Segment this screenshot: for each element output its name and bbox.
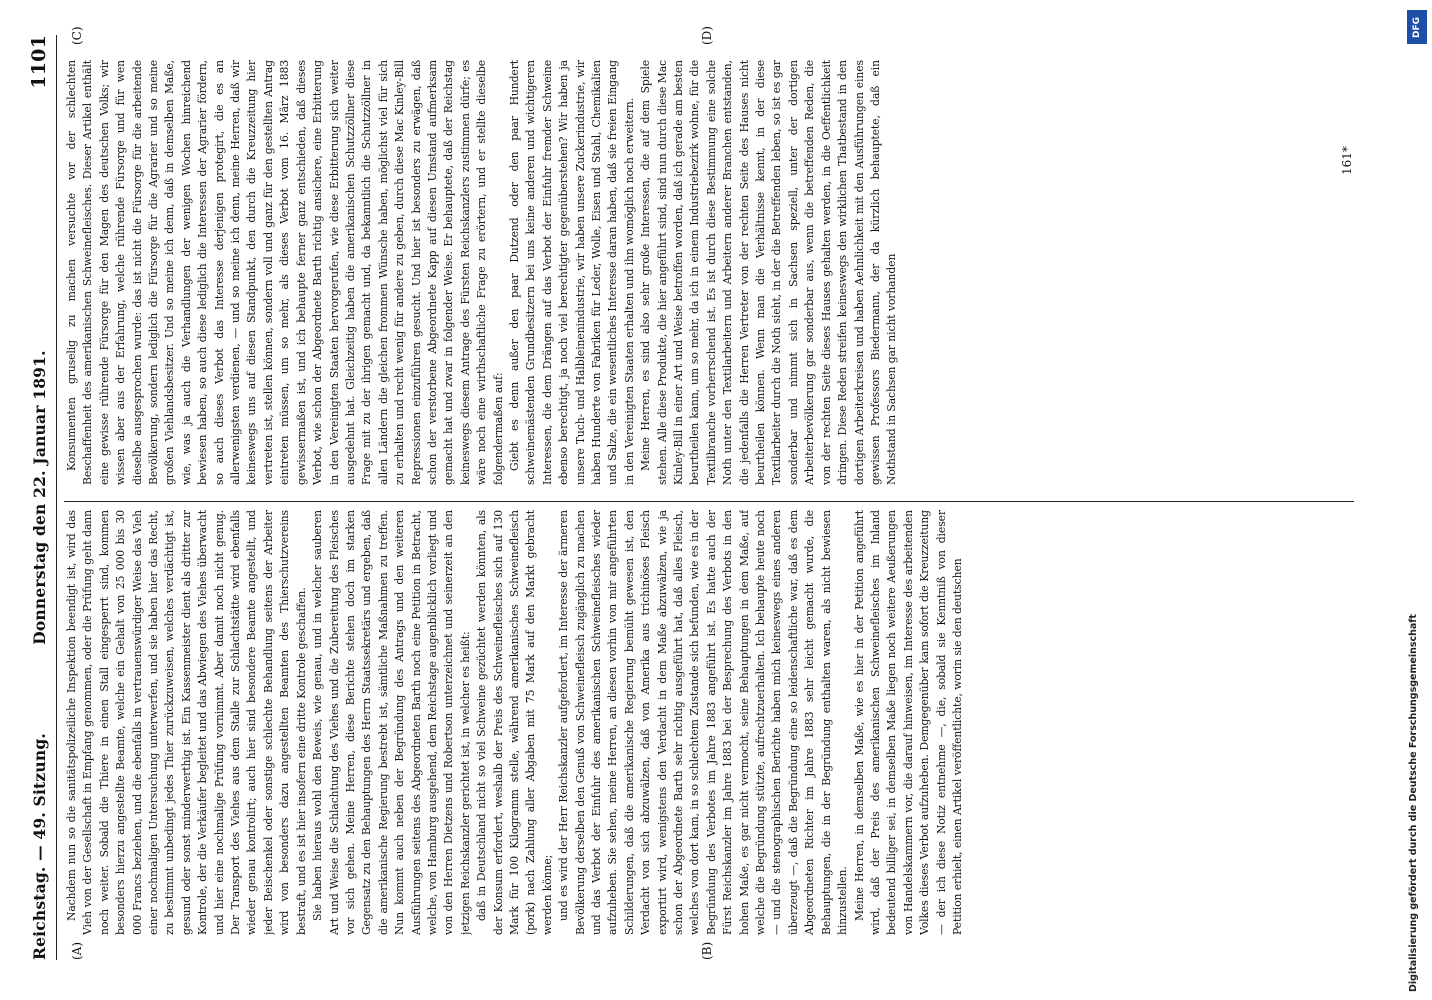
paragraph: Nachdem nun so die sanitätspolizeiliche Inspektion beendigt ist, wird das Vieh von der Gesellschaft in Empfang genommen, oder die Prüfung geht dann noch weiter. Sobald die Thiere in einen Stall eingesperrt sind, kommen besonders hierzu angestellte Beamte, welche ein Gehalt von 25 000 bis 30 000 Francs beziehen, und die ebenfalls in vertrauenswürdiger Weise das Vieh einer nochmaligen Untersuchung unterwerfen, und sie haben hier das Recht, zu bestimmt unbedingt jedes Thier zurückzuweisen, welches verdächtigt ist, gesund oder sonst minderwerthig ist. Ein Kassenmeister dient als dritter zur Kontrole, der die Verkäufer begleitet und das Abwiegen des Viehes überwacht und hier eine nochmalige Prüfung vornimmt. Aber damit noch nicht genug. Der Transport des Viehes aus dem Stalle zur Schlachtstätte wird ebenfalls wieder genau kontrolirt; auch hier sind besondere Beamte angestellt, und jeder Beischenkel oder sonstige schlechte Behandlung seitens der Arbeiter wird von besonders dazu angestellten Beamten des Thierschutzvereins bestraft, und es ist hier insofern eine dritte Kontrole geschaffen. [65, 510, 308, 935]
margin-marker-a: (A) [70, 941, 84, 960]
header-date: Donnerstag den 22. Januar 1891. [30, 350, 49, 645]
paragraph: Sie haben hieraus wohl den Beweis, wie genau, und in welcher sauberen Art und Weise die Schlachtung des Viehes und die Zubereitung des Fleisches vor sich gehen. Meine Herren, diese Berichte stehen doch im starken Gegensatz zu den Behauptungen des Herrn Staatssekretärs und ergeben, daß die amerikanische Regierung bestrebt ist, sämtliche Maßnahmen zu treffen. Nun kommt auch neben der Begründung des Antrags und den weiteren Ausführungen seitens des Abgeordneten Barth noch eine Petition in Betracht, welche, von Hamburg ausgehend, dem Reichstage augenblicklich vorliegt und von den Herren Dietzens und Robertson unterzeichnet und seinerzeit an den jetzigen Reichskanzler gerichtet ist, in welcher es heißt: [311, 510, 472, 935]
dfg-logo: DFG [1407, 10, 1427, 44]
header-session: Reichstag. — 49. Sitzung. [30, 733, 49, 960]
page-header [28, 35, 52, 960]
paragraph: Meine Herren, es sind also sehr große Interessen, die auf dem Spiele stehen. Alle diese Produkte, die hier angeführt sind, sind nun durch diese Mac Kinley-Bill in einer Art und Weise betroffen worden, daß ich gerade am besten beurtheilen kann, um so mehr, da ich in einem Industriebezirk wohne, für die Textilbranche vorherrschend ist. Es ist durch diese Bestimmung eine solche Noth unter den Textilarbeitern und Arbeitern anderer Branchen entstanden, die jedenfalls die Herren Vertreter von der rechten Seite des Hauses nicht beurtheilen können. Wenn man die Verhältnisse kennt, in der diese Textilarbeiter durch die Noth sieht, in der die Betreffenden leben, so ist es gar sonderbar und nimmt sich in Sachsen speziell, unter der dortigen Arbeiterbevölkerung gar sonderbar aus, wenn die betreffenden Reden, die von der rechten Seite dieses Hauses gehalten werden, in die Oeffentlichkeit dringen. Diese Reden streifen keineswegs den wirklichen Thatbestand in den dortigen Arbeiterkreisen und haben Aehnlichkeit mit den Ausführungen eines gewissen Professors Biedermann, der da kürzlich behauptete, daß ein Nothstand in Sachsen gar nicht vorhanden [639, 60, 899, 485]
watermark-text: Digitalisierung gefördert durch die Deutsche Forschungsgemeinschaft [1408, 614, 1419, 992]
paragraph: Konsumenten gruselig zu machen versuchte vor der schlechten Beschaffenheit des amerikanischen Schweinefleisches. Dieser Artikel enthält eine gewisse rührende Fürsorge für den Magen des deutschen Volks; wir wissen aber aus der Erfahrung, welche rührende Fürsorge und für wen dieselbe ausgesprochen wurde: das ist nicht die Fürsorge für die arbeitende Bevölkerung, sondern lediglich die Fürsorge für die Agrarier und so meine großen Viehlandsbesitzer. Und so meine ich denn, daß in demselben Maße, wie, was ja auch die Verhandlungen der wenigen Wochen hinreichend bewiesen haben, so auch diese lediglich die Interessen der Agrarier fördern, so auch dieses Verbot das Interesse derjenigen protegirt, die es an allerwenigsten verdienen, — und so meine ich denn, meine Herren, daß wir keineswegs uns auf diesen Standpunkt, den durch die Kreuzzeitung hier vertreten ist, stellen können, sondern voll und ganz für den gestellten Antrag eintreten müssen, um so mehr, als dieses Verbot vom 16. März 1883 gewissermaßen ist, und ich behaupte ferner ganz entschieden, daß dieses Verbot, wie schon der Abgeordnete Barth richtig ansichere, eine Erbitterung in den Vereinigten Staaten hervorgerufen, wie diese Erbitterung sich weiter ausgedehnt hat. Gleichzeitig haben die amerikanischen Schutzzöllner diese Frage mit zu der ihrigen gemacht und, da bekanntlich die Schutzzöllner in allen Ländern die gleichen frommen Wünsche haben, möglichst viel für sich zu erhalten und recht wenig für andere zu geben, durch diese Mac Kinley-Bill Repressionen einzuführen gesucht. Und hier ist besonders zu erwägen, daß schon der verstorbene Abgeordnete Kapp auf diesen Umstand aufmerksam gemacht hat und zwar in folgender Weise. Er behauptete, daß der Reichstag keineswegs diesem Antrage des Fürsten Reichskanzlers zustimmen dürfe; es wäre noch eine wirthschaftliche Frage zu erörtern, und er stellte dieselbe folgendermaßen auf: [65, 60, 505, 485]
column-divider [64, 501, 1354, 502]
page-signature: 161* [1340, 146, 1354, 175]
quote-paragraph: daß in Deutschland nicht so viel Schweine gezüchtet werden könnten, als der Konsum erfordert, weshalb der Preis des Schweinefleisches sich auf 130 Mark für 100 Kilogramm stelle, während amerikanisches Schweinefleisch (pork) nach Zahlung aller Abgaben mit 75 Mark auf den Markt gebracht werden könne; [475, 510, 554, 935]
right-column [64, 60, 1354, 485]
digitization-watermark [1406, 6, 1428, 996]
margin-marker-d: (D) [700, 26, 714, 45]
paragraph: und es wird der Herr Reichskanzler aufgefordert, im Interesse der ärmeren Bevölkerung derselben den Genuß von Schweinefleisch zugänglich zu machen und das Verbot der Einfuhr des amerikanischen Schweinefleisches wieder aufzuheben. Sie sehen, meine Herren, an diesen vorhin von mir angeführten Schilderungen, daß die amerikanische Regierung bemüht gewesen ist, den Verdacht von sich abzuwälzen, daß von Amerika aus trichinöses Fleisch exportirt wird, wenigstens den Verdacht in dem Maße abzuwälzen, wie ja schon der Abgeordnete Barth sehr richtig ausgeführt hat, daß alles Fleisch, welches von dort kam, in so schlechtem Zustande sich befunden, wie es in der Begründung des Verbotes im Jahre 1883 angeführt ist. Es hatte auch der Fürst Reichskanzler im Jahre 1883 bei der Besprechung des Verbots in den hohen Maße, es gar nicht vermocht, seine Behauptungen in dem Maße, auf welche die Begründung stützte, aufrechtzuerhalten. Ich behaupte heute noch — und die stenographischen Berichte haben mich keineswegs eines anderen überzeugt —, daß die Begründung eine so leidenschaftliche war, daß es dem Abgeordneten Richter im Jahre 1883 sehr leicht gemacht wurde, die Behauptungen, die in der Begründung enthalten waren, als nicht bewiesen hinzustellen. [557, 510, 850, 935]
page-number: 1101 [28, 35, 50, 89]
quote-paragraph: Giebt es denn außer den paar Dutzend oder den paar Hundert schweinemästenden Grundbesitzern bei uns keine anderen und wichtigeren Interessen, die dem Drängen auf das Verbot der Einfuhr fremder Schweine ebenso berechtigt, ja noch viel berechtigter gegenüberstehen? Wir haben ja unsere Tuch- und Halbleinenindustrie, wir haben unsere Zuckerindustrie, wir haben Hunderte von Fabriken für Leder, Wolle, Eisen und Stahl, Chemikalien und Salze, die ein wesentliches Interesse daran haben, daß sie freien Eingang in den Vereinigten Staaten erhalten und ihn womöglich noch erweitern. [507, 60, 636, 485]
header-rule [56, 35, 57, 960]
margin-marker-c: (C) [70, 26, 84, 45]
paragraph: Meine Herren, in demselben Maße, wie es hier in der Petition angeführt wird, daß der Preis des amerikanischen Schweinefleisches im Inland bedeutend billiger sei, in demselben Maße liegen noch weitere Aeußerungen von Handelskammern vor, die darauf hinweisen, im Interesse des arbeitenden Volkes dieses Verbot aufzuheben. Demgegenüber kam sofort die Kreuzzeitung — der ich diese Notiz entnehme —, die, sobald sie Kenntniß von dieser Petition erhielt, einen Artikel veröffentlichte, worin sie den deutschen [852, 510, 964, 935]
left-column [64, 510, 1354, 935]
margin-marker-b: (B) [700, 941, 714, 960]
